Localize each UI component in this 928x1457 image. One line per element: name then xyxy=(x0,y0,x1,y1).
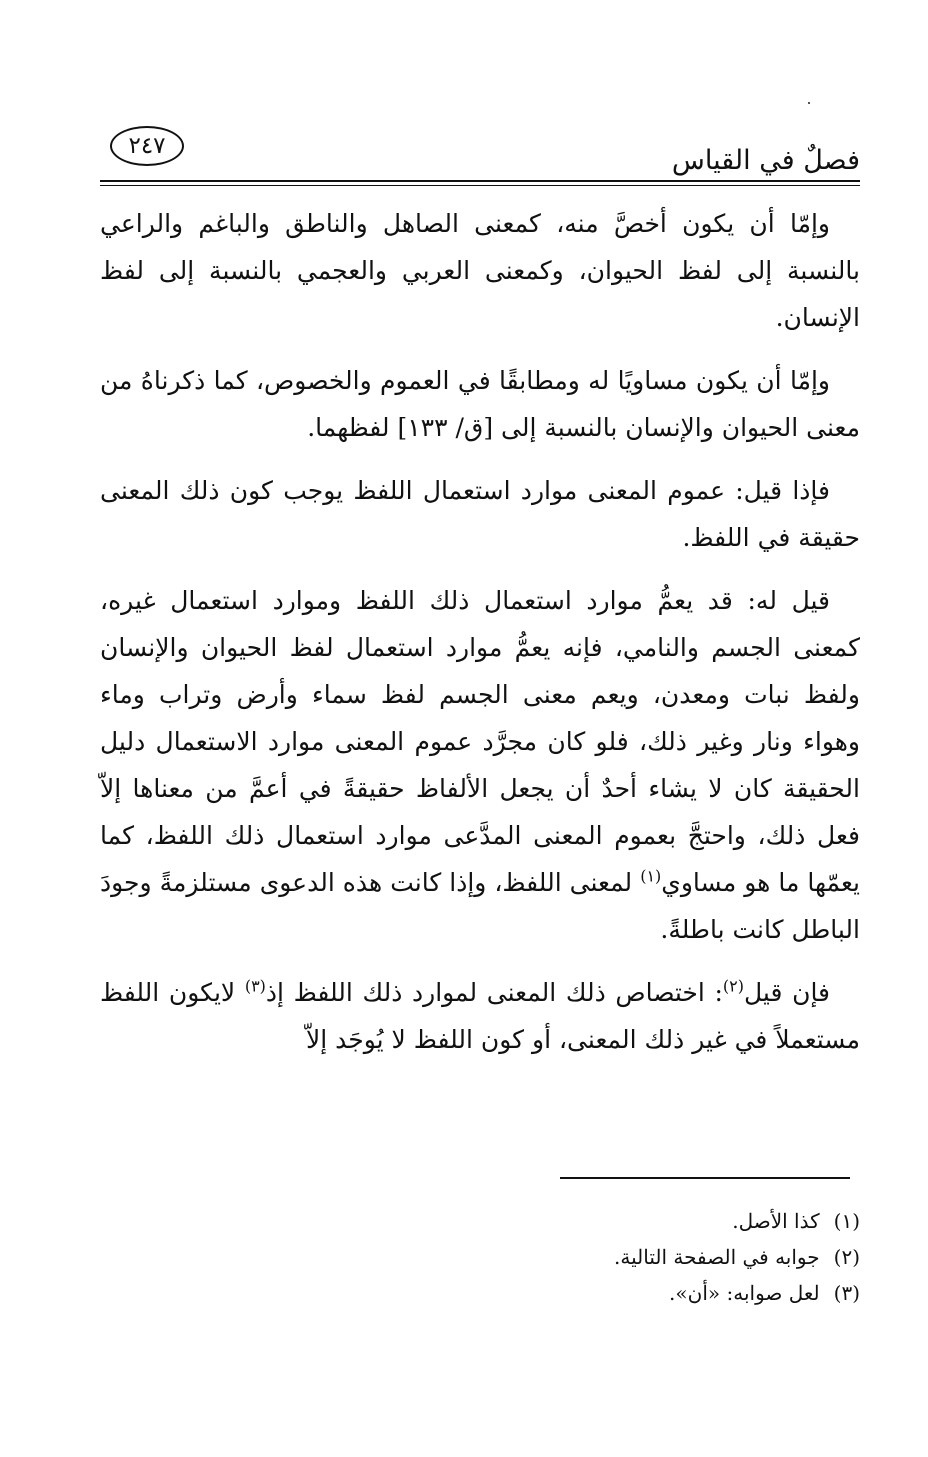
footnote-ref-1: (١) xyxy=(640,866,662,886)
footnote-2 xyxy=(260,1239,860,1275)
paragraph-4 xyxy=(100,577,860,953)
footnote-text: لعل صوابه: «أن». xyxy=(669,1281,820,1305)
paragraph-2: وإمّا أن يكون مساويًا له ومطابقًا في العموم والخصوص، كما ذكرناهُ من معنى الحيوان والإنسان بالنسبة إلى [ق/ ١٣٣] لفظهما. xyxy=(100,366,860,442)
footnote-number: (٢) xyxy=(833,1245,860,1269)
footnotes xyxy=(260,1203,860,1311)
footnote-ref-3: (٣) xyxy=(244,976,266,996)
paragraph-5-text-middle: : اختصاص ذلك المعنى لموارد ذلك اللفظ إذ xyxy=(265,978,723,1007)
page-header xyxy=(100,118,860,182)
paragraph-5 xyxy=(100,969,860,1063)
header-rule-thick xyxy=(100,180,860,182)
footnote-3 xyxy=(260,1275,860,1311)
footnote-number: (١) xyxy=(833,1209,860,1233)
footnote-separator xyxy=(560,1177,850,1179)
scan-speck xyxy=(808,102,810,104)
paragraph-5-text-before: فإن قيل xyxy=(744,978,831,1007)
main-text xyxy=(100,200,860,1079)
footnote-1 xyxy=(260,1203,860,1239)
footnote-ref-2: (٢) xyxy=(722,976,744,996)
running-title: فصلٌ في القياس xyxy=(671,145,860,176)
paragraph-5-text-after: لايكون اللفظ مستعملاً في غير ذلك المعنى، أو كون اللفظ لا يُوجَد إلاّ xyxy=(100,978,860,1054)
footnote-text: جوابه في الصفحة التالية. xyxy=(614,1245,820,1269)
paragraph-3: فإذا قيل: عموم المعنى موارد استعمال اللفظ يوجب كون ذلك المعنى حقيقة في اللفظ. xyxy=(100,476,860,552)
paragraph-4-text-after: لمعنى اللفظ، وإذا كانت هذه الدعوى مستلزمةً وجودَ الباطل كانت باطلةً. xyxy=(100,868,860,944)
footnote-text: كذا الأصل. xyxy=(732,1209,820,1233)
page-number: ٢٤٧ xyxy=(110,126,184,166)
paragraph-1: وإمّا أن يكون أخصَّ منه، كمعنى الصاهل والناطق والباغم والراعي بالنسبة إلى لفظ الحيوان، وكمعنى العربي والعجمي بالنسبة إلى لفظ الإنسان. xyxy=(100,209,860,332)
footnote-number: (٣) xyxy=(833,1281,860,1305)
header-rule-thin xyxy=(100,185,860,186)
paragraph-4-text-before: قيل له: قد يعمُّ موارد استعمال ذلك اللفظ وموارد استعمال غيره، كمعنى الجسم والنامي، فإنه يعمُّ موارد استعمال لفظ الحيوان والإنسان ولفظ نبات ومعدن، ويعم معنى الجسم لفظ سماء وأرض وتراب وماء وهواء ونار وغير ذلك، فلو كان مجرَّد عموم المعنى موارد الاستعمال دليل الحقيقة كان لا يشاء أحدٌ أن يجعل الألفاظ حقيقةً في أعمَّ من معناها إلاّ فعل ذلك، واحتجَّ بعموم المعنى المدَّعى موارد استعمال ذلك اللفظ، كما يعمّها ما هو مساوي xyxy=(100,586,860,897)
